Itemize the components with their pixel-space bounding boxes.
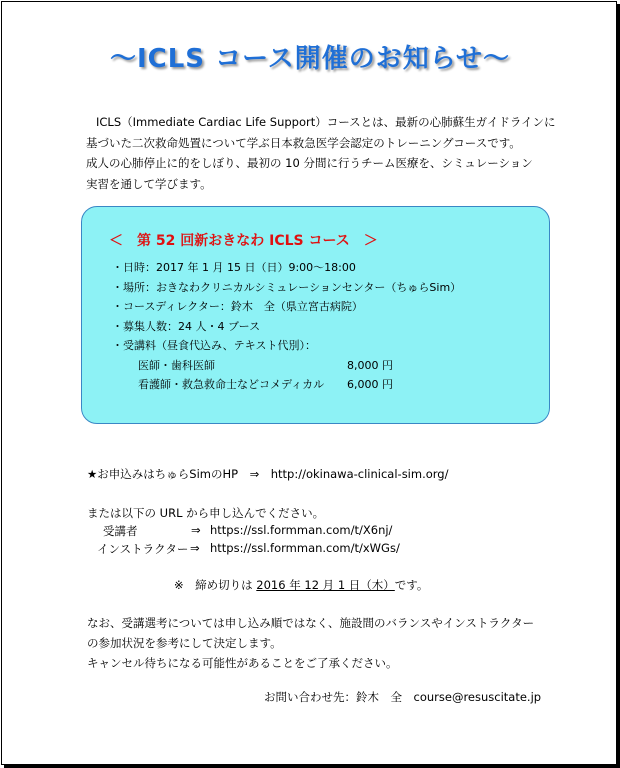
link-recipient-label: 受講者 bbox=[103, 524, 138, 538]
course-director: ・コースディレクター：鈴木 全（県立宮古病院） bbox=[112, 300, 363, 313]
deadline-prefix: ※ 締め切りは bbox=[174, 578, 257, 592]
apply-link-row bbox=[97, 541, 427, 561]
notice-line: なお、受講選考については申し込み順ではなく、施設間のバランスやインストラクター bbox=[87, 616, 535, 630]
course-venue: ・場所：おきなわクリニカルシミュレーションセンター（ちゅらSim） bbox=[112, 280, 462, 294]
link-recipient-label: インストラクター bbox=[97, 542, 189, 556]
course-info-box bbox=[81, 206, 550, 424]
fee-amount: 6,000 円 bbox=[347, 378, 393, 391]
fee-label: 医師・歯科医師 bbox=[138, 358, 215, 372]
intro-paragraph bbox=[86, 112, 566, 194]
deadline-date: 2016 年 12 月 1 日（木） bbox=[256, 578, 395, 592]
apply-hp-line[interactable]: ★お申込みはちゅらSimのHP ⇒ http://okinawa-clinical-sim.org/ bbox=[87, 467, 449, 481]
url-intro: または以下の URL から申し込んでください。 bbox=[87, 506, 325, 520]
course-title: ＜ 第 52 回新おきなわ ICLS コース ＞ bbox=[109, 233, 378, 249]
application-url-link[interactable]: https://ssl.formman.com/t/X6nj/ bbox=[210, 523, 393, 537]
notice-line: キャンセル待ちになる可能性があることをご了承ください。 bbox=[87, 656, 398, 670]
course-details bbox=[112, 258, 461, 395]
arrow-right-icon: ⇒ bbox=[190, 541, 200, 555]
contact-line: お問い合わせ先：鈴木 全 course@resuscitate.jp bbox=[264, 690, 542, 704]
intro-line: 基づいた二次救命処置について学ぶ日本救急医学会認定のトレーニングコースです。 bbox=[86, 135, 521, 150]
deadline-suffix: です。 bbox=[394, 578, 429, 592]
course-date: ・日時：2017 年 1 月 15 日（日）9:00～18:00 bbox=[112, 261, 356, 274]
page-title: ～ICLS コース開催のお知らせ～ bbox=[109, 44, 511, 74]
fee-label: 看護師・救急救命士などコメディカル bbox=[138, 378, 325, 391]
notice-paragraph bbox=[87, 613, 534, 673]
fee-row bbox=[112, 375, 461, 395]
notice-line: の参加状況を参考にして決定します。 bbox=[87, 636, 282, 650]
fee-amount: 8,000 円 bbox=[347, 358, 393, 372]
intro-line: 成人の心肺停止に的をしぼり、最初の 10 分間に行うチーム医療を、シミュレーション bbox=[86, 156, 533, 170]
intro-line: ICLS（Immediate Cardiac Life Support）コースとは、最新の心肺蘇生ガイドラインに bbox=[96, 115, 556, 129]
deadline-line bbox=[174, 577, 428, 593]
apply-link-row bbox=[103, 523, 423, 543]
course-fee-heading: ・受講料（昼食代込み、テキスト代別）： bbox=[112, 339, 316, 352]
arrow-right-icon: ⇒ bbox=[191, 523, 201, 537]
fee-row bbox=[112, 356, 461, 376]
course-capacity: ・募集人数：24 人・4 ブース bbox=[112, 319, 261, 333]
application-url-link[interactable]: https://ssl.formman.com/t/xWGs/ bbox=[210, 541, 400, 555]
intro-line: 実習を通して学びます。 bbox=[86, 176, 212, 191]
